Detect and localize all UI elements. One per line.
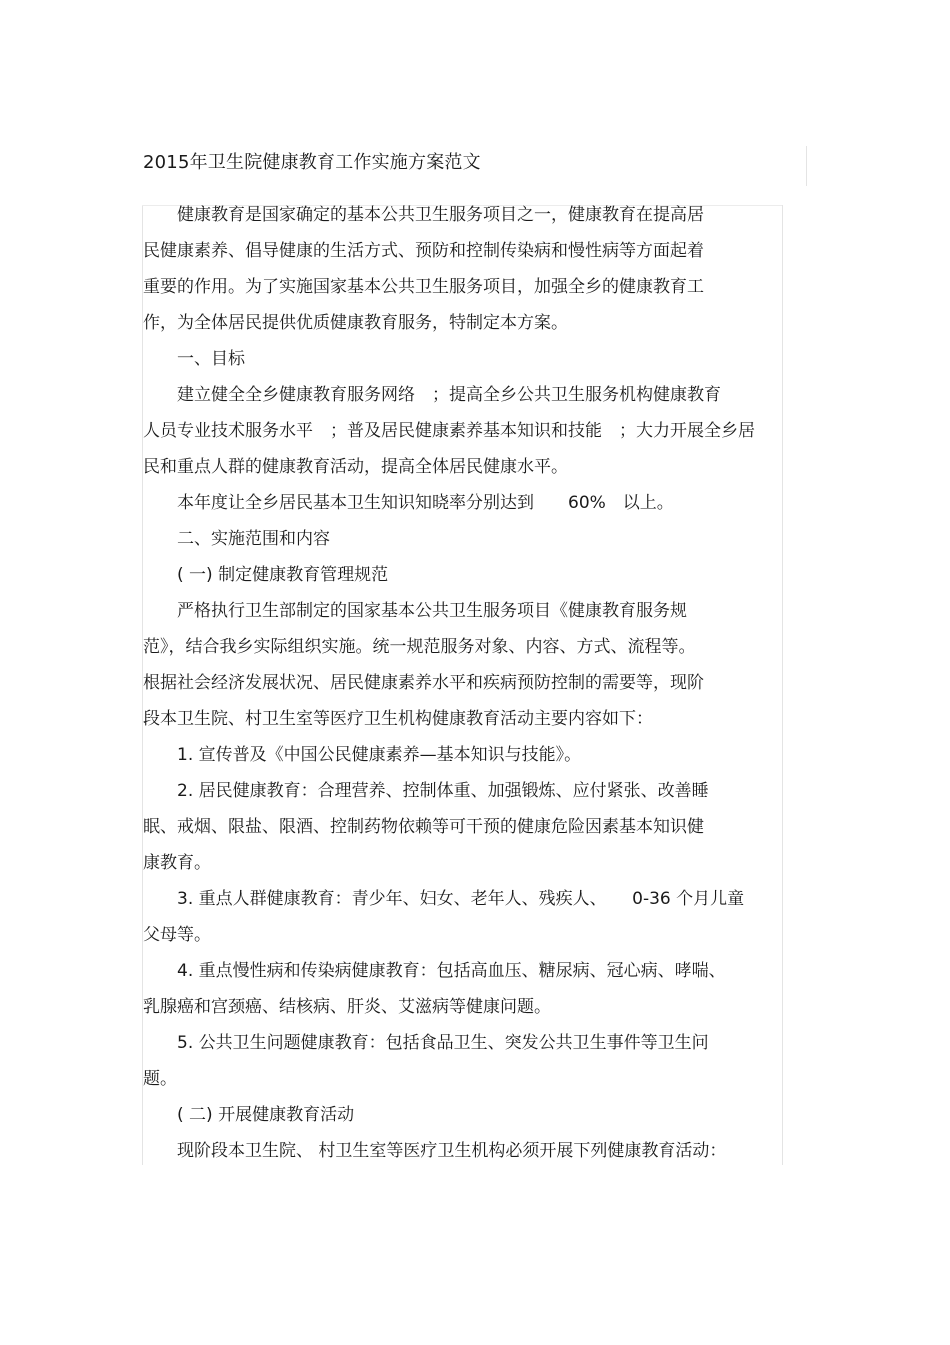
- paragraph-line: 严格执行卫生部制定的国家基本公共卫生服务项目《健康教育服务规: [143, 601, 687, 621]
- paragraph-line: 作，为全体居民提供优质健康教育服务，特制定本方案。: [143, 313, 568, 333]
- section-heading: 二、实施范围和内容: [143, 529, 330, 549]
- border-line: [782, 205, 783, 1165]
- paragraph-line: 眠、戒烟、限盐、限酒、控制药物依赖等可干预的健康危险因素基本知识健: [143, 817, 704, 837]
- paragraph-line: 健康教育是国家确定的基本公共卫生服务项目之一，健康教育在提高居: [143, 205, 704, 225]
- paragraph-line: 民和重点人群的健康教育活动，提高全体居民健康水平。: [143, 457, 568, 477]
- paragraph-line: 本年度让全乡居民基本卫生知识知晓率分别达到 60% 以上。: [143, 493, 674, 513]
- section-heading: 一、目标: [143, 349, 245, 369]
- list-item: 2. 居民健康教育：合理营养、控制体重、加强锻炼、应付紧张、改善睡: [143, 781, 709, 801]
- subsection-heading: ( 一) 制定健康教育管理规范: [143, 565, 389, 585]
- list-item: 3. 重点人群健康教育：青少年、妇女、老年人、残疾人、 0-36 个月儿童: [143, 889, 745, 909]
- paragraph-line: 人员专业技术服务水平 ；普及居民健康素养基本知识和技能 ；大力开展全乡居: [143, 421, 755, 441]
- paragraph-line: 民健康素养、倡导健康的生活方式、预防和控制传染病和慢性病等方面起着: [143, 241, 704, 261]
- paragraph-line: 重要的作用。为了实施国家基本公共卫生服务项目，加强全乡的健康教育工: [143, 277, 704, 297]
- paragraph-line: 建立健全全乡健康教育服务网络 ；提高全乡公共卫生服务机构健康教育: [143, 385, 721, 405]
- paragraph-line: 康教育。: [143, 853, 211, 873]
- paragraph-line: 根据社会经济发展状况、居民健康素养水平和疾病预防控制的需要等，现阶: [143, 673, 704, 693]
- border-line: [806, 146, 807, 186]
- document-title: 2015年卫生院健康教育工作实施方案范文: [143, 152, 481, 173]
- paragraph-line: 段本卫生院、村卫生室等医疗卫生机构健康教育活动主要内容如下：: [143, 709, 653, 729]
- subsection-heading: ( 二) 开展健康教育活动: [143, 1105, 355, 1125]
- paragraph-line: 题。: [143, 1069, 177, 1089]
- paragraph-line: 父母等。: [143, 925, 211, 945]
- paragraph-line: 乳腺癌和宫颈癌、结核病、肝炎、艾滋病等健康问题。: [143, 997, 551, 1017]
- list-item: 5. 公共卫生问题健康教育：包括食品卫生、突发公共卫生事件等卫生问: [143, 1033, 709, 1053]
- list-item: 1. 宣传普及《中国公民健康素养—基本知识与技能》。: [143, 745, 582, 765]
- paragraph-line: 范》，结合我乡实际组织实施。统一规范服务对象、内容、方式、流程等。: [143, 637, 696, 657]
- paragraph-line: 现阶段本卫生院、 村卫生室等医疗卫生机构必须开展下列健康教育活动：: [143, 1141, 727, 1161]
- list-item: 4. 重点慢性病和传染病健康教育：包括高血压、糖尿病、冠心病、哮喘、: [143, 961, 726, 981]
